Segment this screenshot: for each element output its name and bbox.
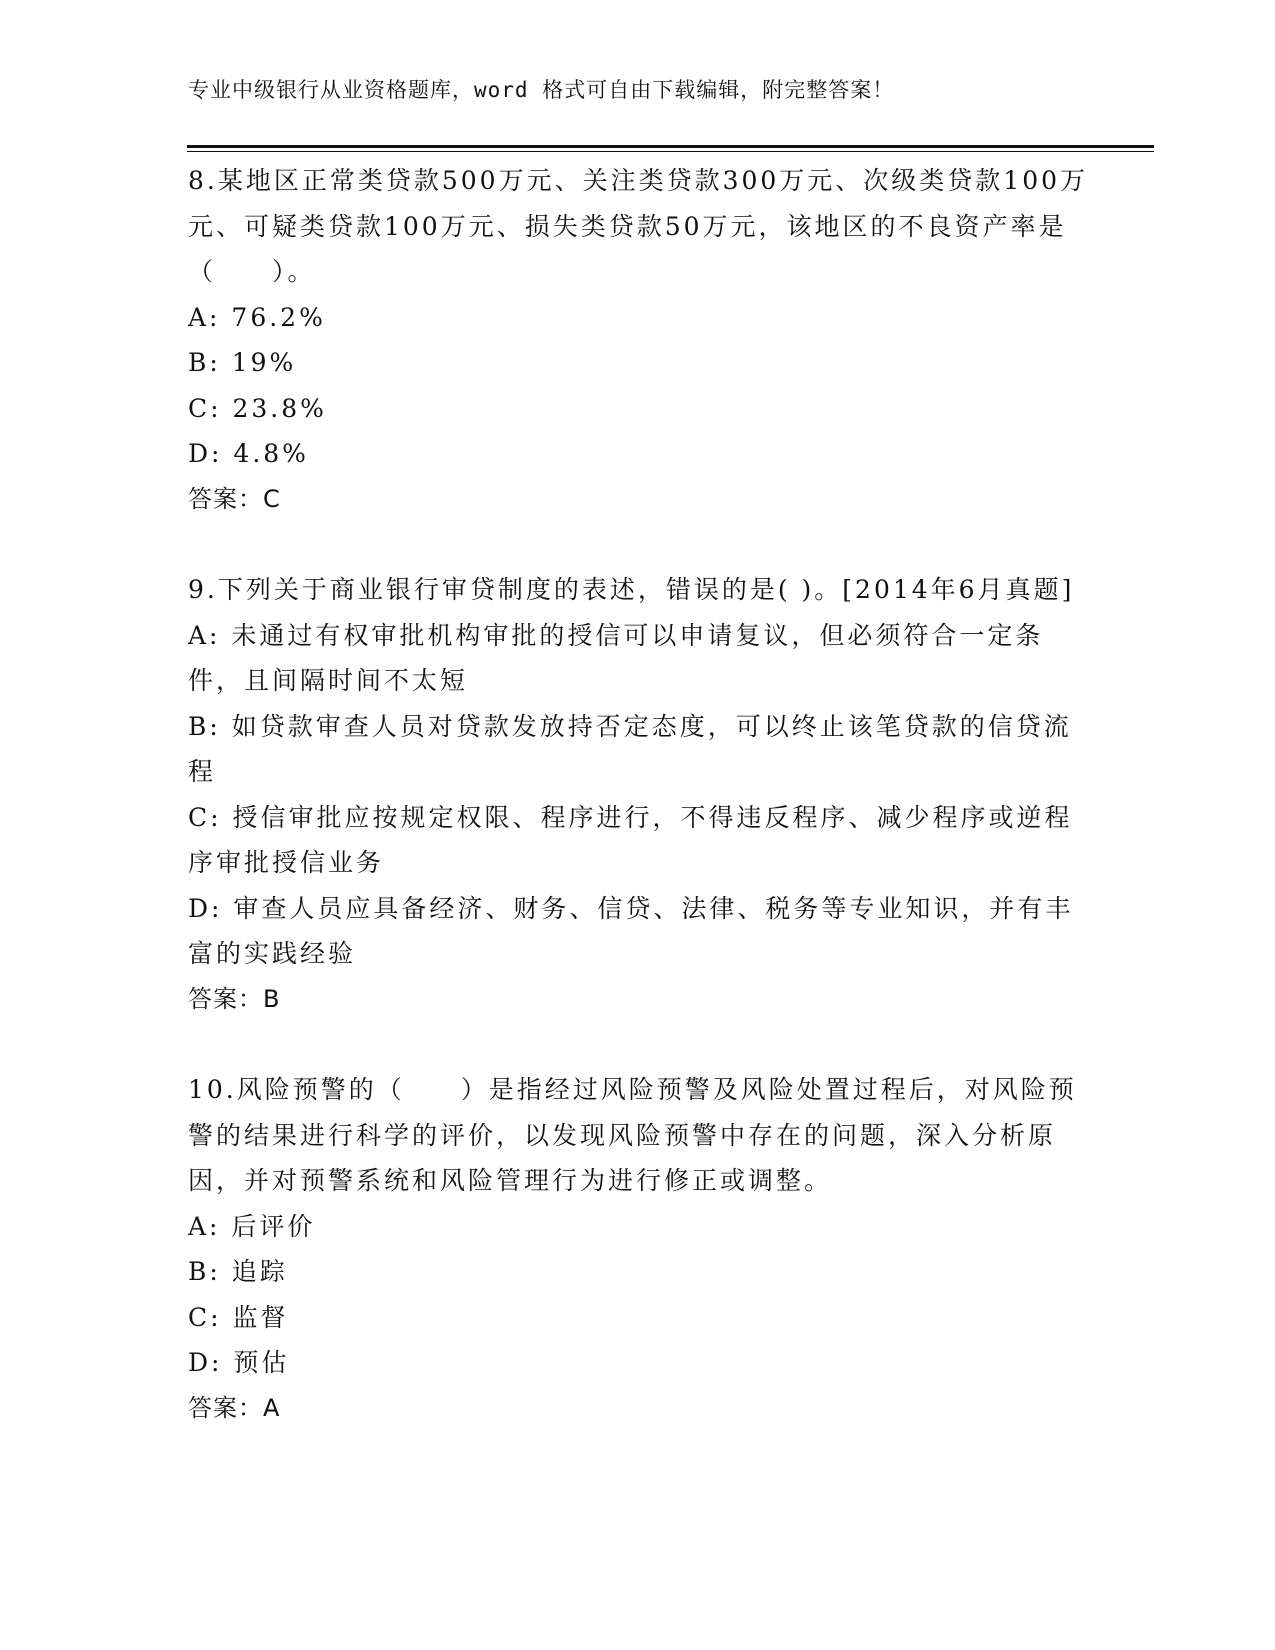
option-b: B: 追踪 xyxy=(188,1257,288,1286)
header-divider-thin xyxy=(187,151,1154,152)
question-stem: 9.下列关于商业银行审贷制度的表述，错误的是( )。[2014年6月真题] xyxy=(188,575,1075,604)
question-10 xyxy=(188,1067,1088,1431)
option-d: D: 审查人员应具备经济、财务、信贷、法律、税务等专业知识，并有丰富的实践经验 xyxy=(188,893,1074,968)
option-d: D: 预估 xyxy=(188,1348,290,1377)
option-c: C: 23.8% xyxy=(188,393,327,423)
option-c: C: 授信审批应按规定权限、程序进行，不得违反程序、减少程序或逆程序审批授信业务 xyxy=(188,802,1073,877)
answer: 答案：A xyxy=(188,1393,281,1422)
answer: 答案：C xyxy=(188,484,281,513)
option-a: A: 76.2% xyxy=(188,302,326,332)
option-c: C: 监督 xyxy=(188,1302,289,1332)
page-header: 专业中级银行从业资格题库，word 格式可自由下载编辑，附完整答案！ xyxy=(188,78,895,102)
option-d: D: 4.8% xyxy=(188,439,309,468)
option-b: B: 如贷款审查人员对贷款发放持否定态度，可以终止该笔贷款的信贷流程 xyxy=(188,711,1072,786)
question-list xyxy=(188,158,1088,1476)
question-9 xyxy=(188,567,1088,1022)
question-stem: 10.风险预警的（ ）是指经过风险预警及风险处置过程后，对风险预警的结果进行科学的评价，以发现风险预警中存在的问题，深入分析原因，并对预警系统和风险管理行为进行修正或调整。 xyxy=(188,1075,1077,1195)
option-b: B: 19% xyxy=(188,348,297,377)
question-8 xyxy=(188,158,1088,522)
question-stem: 8.某地区正常类贷款500万元、关注类贷款300万元、次级类贷款100万元、可疑类贷款100万元、损失类贷款50万元，该地区的不良资产率是（ ）。 xyxy=(188,166,1089,286)
answer: 答案：B xyxy=(188,984,281,1013)
option-a: A: 未通过有权审批机构审批的授信可以申请复议，但必须符合一定条件，且间隔时间不太短 xyxy=(188,620,1044,695)
header-divider-thick xyxy=(187,145,1154,148)
option-a: A: 后评价 xyxy=(188,1211,316,1241)
